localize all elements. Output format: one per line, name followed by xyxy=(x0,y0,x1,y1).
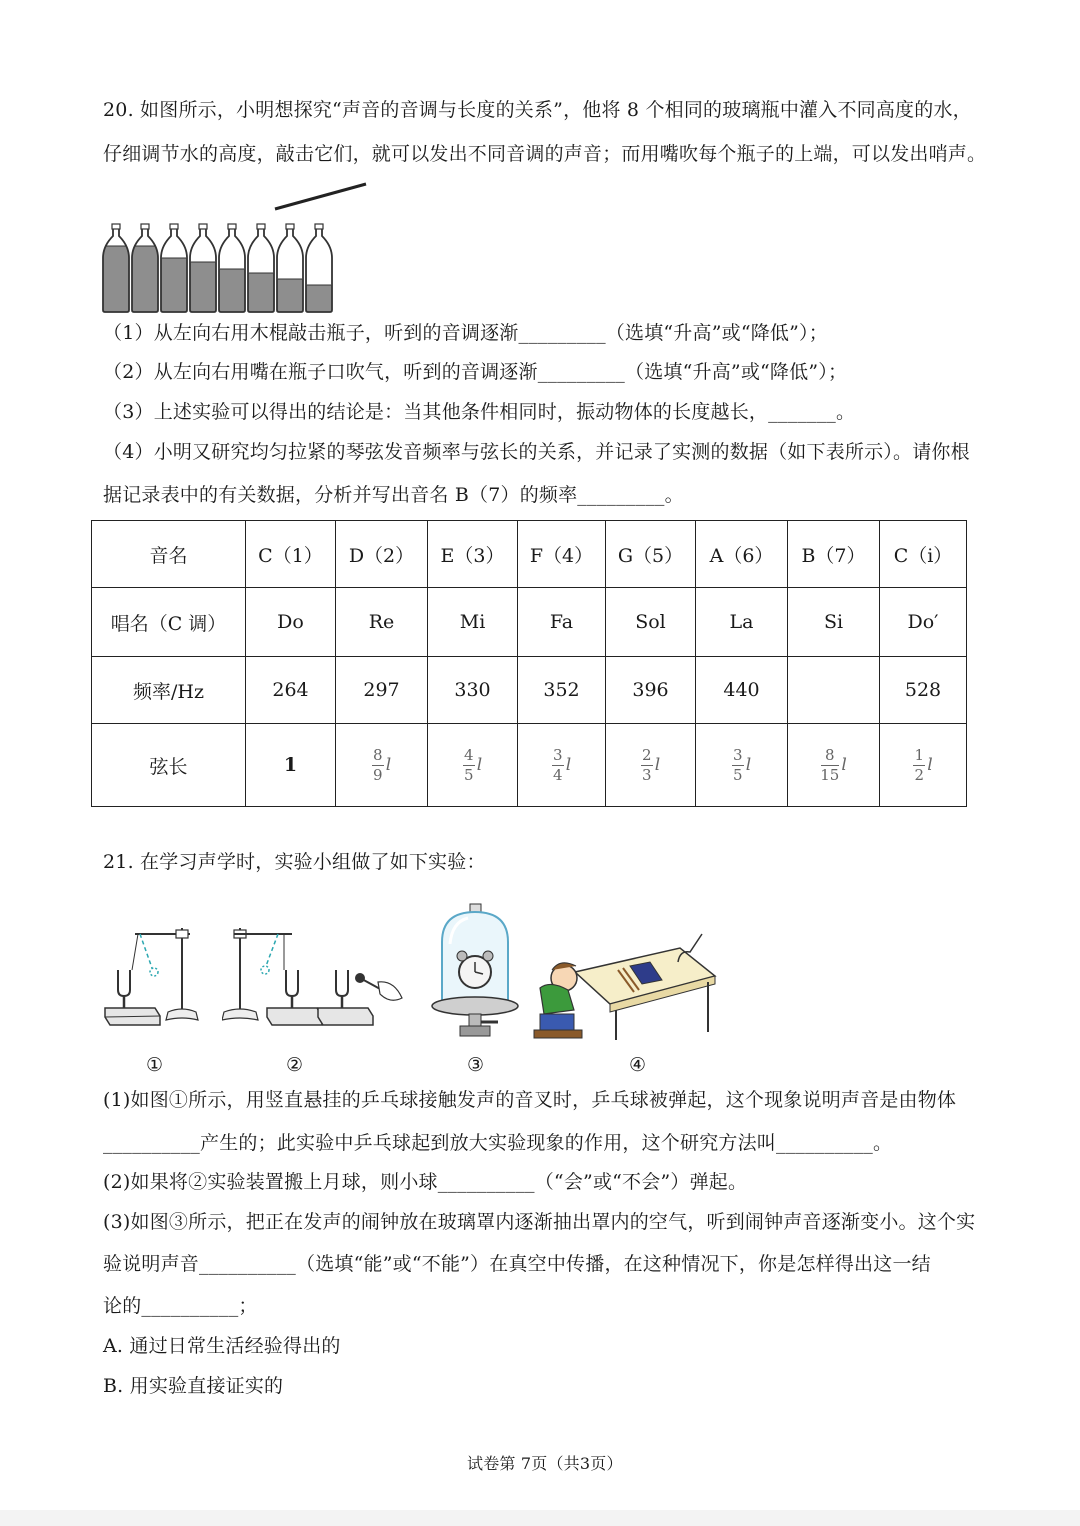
bell-jar-figure xyxy=(428,902,523,1044)
solfege-cell: Si xyxy=(788,588,880,657)
solfege-cell: Re xyxy=(336,588,428,657)
q21-part1b: __________产生的；此实验中乒乓球起到放大实验现象的作用，这个研究方法叫__________。 xyxy=(103,1132,893,1154)
q21-part2: (2)如果将②实验装置搬上月球，则小球__________（“会”或“不会”）弹起。 xyxy=(103,1171,748,1193)
q20-line1: 20. 如图所示，小明想探究“声音的音调与长度的关系”，他将 8 个相同的玻璃瓶中灌入不同高度的水， xyxy=(103,99,972,121)
table-row xyxy=(92,588,967,657)
freq-cell: 528 xyxy=(880,657,967,724)
q21-title: 21. 在学习声学时，实验小组做了如下实验： xyxy=(103,851,486,873)
figure-label-3: ③ xyxy=(467,1054,485,1076)
q20-part1: （1）从左向右用木棍敲击瓶子，听到的音调逐渐_________（选填“升高”或“降低”）； xyxy=(103,322,828,344)
bottle-icon xyxy=(161,224,187,312)
q20-part2: （2）从左向右用嘴在瓶子口吹气，听到的音调逐渐_________（选填“升高”或“降低”）； xyxy=(103,361,848,383)
length-cell: $\frac{4}{5}$ l xyxy=(428,724,518,807)
bottle-icon xyxy=(132,224,158,312)
boy-table-figure xyxy=(530,932,720,1042)
page-footer: 试卷第 7页（共3页） xyxy=(467,1454,623,1473)
q21-part3c: 论的__________； xyxy=(103,1295,258,1317)
q21-part1a: (1)如图①所示，用竖直悬挂的乒乓球接触发声的音叉时，乒乓球被弹起，这个现象说明声音是由物体 xyxy=(103,1089,957,1111)
note-cell: C（1） xyxy=(246,521,336,588)
length-cell: $\frac{8}{9}$ l xyxy=(336,724,428,807)
q20-part4b: 据记录表中的有关数据，分析并写出音名 B（7）的频率_________。 xyxy=(103,484,684,506)
freq-cell xyxy=(788,657,880,724)
note-cell: D（2） xyxy=(336,521,428,588)
bottle-icon xyxy=(248,224,274,312)
q21-part3b: 验说明声音__________（选填“能”或“不能”）在真空中传播，在这种情况下，你是怎样得出这一结 xyxy=(103,1253,931,1275)
length-cell: $\frac{8}{15}$ l xyxy=(788,724,880,807)
freq-cell: 330 xyxy=(428,657,518,724)
note-cell: A（6） xyxy=(696,521,788,588)
solfege-cell: Mi xyxy=(428,588,518,657)
tone-table xyxy=(91,520,967,807)
solfege-cell: Fa xyxy=(518,588,606,657)
solfege-cell: Sol xyxy=(606,588,696,657)
table-row xyxy=(92,521,967,588)
figure-label-2: ② xyxy=(286,1054,304,1076)
length-cell: $\frac{2}{3}$ l xyxy=(606,724,696,807)
freq-cell: 264 xyxy=(246,657,336,724)
solfege-cell: Do′ xyxy=(880,588,967,657)
bottles-figure xyxy=(98,180,373,315)
tuning-fork-figure-1 xyxy=(100,920,205,1035)
bottle-icon xyxy=(306,224,332,312)
q20-part4a: （4）小明又研究均匀拉紧的琴弦发音频率与弦长的关系，并记录了实测的数据（如下表所示）。请你根 xyxy=(103,441,970,463)
length-cell: $\frac{3}{5}$ l xyxy=(696,724,788,807)
solfege-cell: La xyxy=(696,588,788,657)
option-b: B. 用实验直接证实的 xyxy=(103,1375,284,1397)
note-cell: F（4） xyxy=(518,521,606,588)
bottle-icon xyxy=(219,224,245,312)
q20-part3: （3）上述实验可以得出的结论是：当其他条件相同时，振动物体的长度越长，_______。 xyxy=(103,401,856,423)
bottom-strip xyxy=(0,1510,1080,1526)
figure-label-1: ① xyxy=(146,1054,164,1076)
freq-cell: 352 xyxy=(518,657,606,724)
row-header: 音名 xyxy=(92,521,246,588)
solfege-cell: Do xyxy=(246,588,336,657)
bottle-icon xyxy=(190,224,216,312)
stick-icon xyxy=(275,184,366,209)
q20-line2: 仔细调节水的高度，敲击它们，就可以发出不同音调的声音；而用嘴吹每个瓶子的上端，可以发出哨声。 xyxy=(103,143,987,165)
bottle-icon xyxy=(277,224,303,312)
row-header: 频率/Hz xyxy=(92,657,246,724)
freq-cell: 440 xyxy=(696,657,788,724)
note-cell: C（i） xyxy=(880,521,967,588)
freq-cell: 396 xyxy=(606,657,696,724)
row-header: 弦长 xyxy=(92,724,246,807)
note-cell: G（5） xyxy=(606,521,696,588)
row-header: 唱名（C 调） xyxy=(92,588,246,657)
figure-label-4: ④ xyxy=(629,1054,647,1076)
freq-cell: 297 xyxy=(336,657,428,724)
length-cell: $\frac{1}{2}$ l xyxy=(880,724,967,807)
length-cell: $\frac{3}{4}$ l xyxy=(518,724,606,807)
note-cell: E（3） xyxy=(428,521,518,588)
note-cell: B（7） xyxy=(788,521,880,588)
table-row xyxy=(92,657,967,724)
bottle-icon xyxy=(103,224,129,312)
option-a: A. 通过日常生活经验得出的 xyxy=(103,1335,341,1357)
table-row xyxy=(92,724,967,807)
tuning-fork-figure-2 xyxy=(222,920,407,1035)
q21-part3a: (3)如图③所示，把正在发声的闹钟放在玻璃罩内逐渐抽出罩内的空气，听到闹钟声音逐渐变小。这个实 xyxy=(103,1211,976,1233)
length-cell: 1 xyxy=(246,724,336,807)
